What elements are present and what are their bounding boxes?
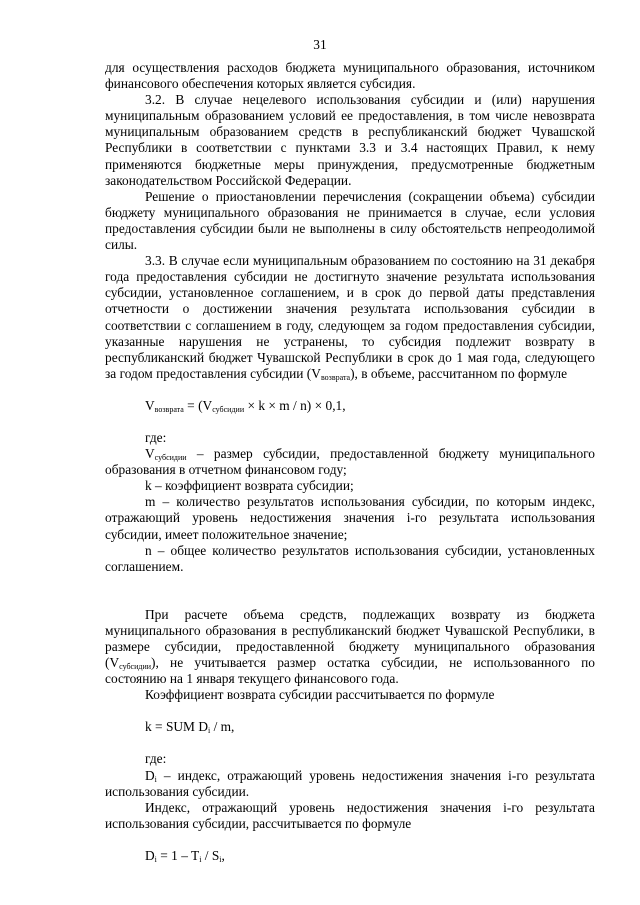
paragraph-coefficient: Коэффициент возврата субсидии рассчитывается по формуле xyxy=(145,687,495,703)
paragraph-decision: Решение о приостановлении перечисления (сокращении объема) субсидии бюджету муниципального образования не принимается в случае, если условия предоставления субсидии были не выполнены в силу обстоятельств непреодолимой силы. xyxy=(105,188,595,253)
definition-d: $D_i$ – индекс, отражающий уровень недостижения значения i-го результата использования субсидии. xyxy=(105,767,595,799)
paragraph-calculation: При расчете объема средств, подлежащих возврату из бюджета муниципального образования в республиканский бюджет Чувашской Республики, в размере субсидии, предоставленной бюджету муниципального образования $(V_{субсидии})$, не учитывается размер остатка субсидии, не использованного по состоянию на 1 января текущего финансового года. xyxy=(105,606,595,687)
formula-coefficient: k = SUM $D_i$ / m, xyxy=(145,719,235,736)
paragraph-3-3: 3.3. В случае если муниципальным образованием по состоянию на 31 декабря года предоставления субсидии не достигнуто значение результата использования субсидии, установленное соглашением, и в срок до первой даты представления отчетности о достижении значения результата использования субсидии в соответствии с соглашением в году, следующем за годом предоставления субсидии, указанные нарушения не устранены, то субсидия подлежит возврату в республиканский бюджет Чувашской Республики в срок до 1 мая года, следующего за годом предоставления субсидии $(V_{возврата})$, в объеме, рассчитанном по формуле xyxy=(105,253,595,382)
document-body xyxy=(105,60,595,864)
definition-k: k – коэффициент возврата субсидии; xyxy=(145,478,354,494)
where-label-1: где: xyxy=(145,429,167,445)
definition-n: n – общее количество результатов использования субсидии, установленных соглашением. xyxy=(105,542,595,574)
where-label-2: где: xyxy=(145,751,167,767)
page-number: 31 xyxy=(313,37,327,52)
paragraph-1: для осуществления расходов бюджета муниципального образования, источником финансового обеспечения которых является субсидия. xyxy=(105,60,595,92)
definition-m: m – количество результатов использования субсидии, по которым индекс, отражающий уровень недостижения значения i-го результата использования субсидии, имеет положительное значение; xyxy=(105,494,595,542)
paragraph-3-2: 3.2. В случае нецелевого использования субсидии и (или) нарушения муниципальным образованием условий ее предоставления, в том числе невозврата муниципальным образованием средств в республиканский бюджет Чувашской Республики в соответствии с пунктами 3.3 и 3.4 настоящих Правил, к нему применяются бюджетные меры принуждения, предусмотренные бюджетным законодательством Российской Федерации. xyxy=(105,92,595,188)
definition-v-subsidy: $V_{субсидии}$ – размер субсидии, предоставленной бюджету муниципального образования в отчетном финансовом году; xyxy=(105,446,595,478)
formula-index: $D_i = 1 - T_i / S_i$, xyxy=(145,847,225,864)
paragraph-index: Индекс, отражающий уровень недостижения значения i-го результата использования субсидии, рассчитывается по формуле xyxy=(105,799,595,831)
formula-return-volume: $V_{возврата} = (V_{субсидии} \times k \times m / n) \times 0,1$, xyxy=(145,397,346,414)
